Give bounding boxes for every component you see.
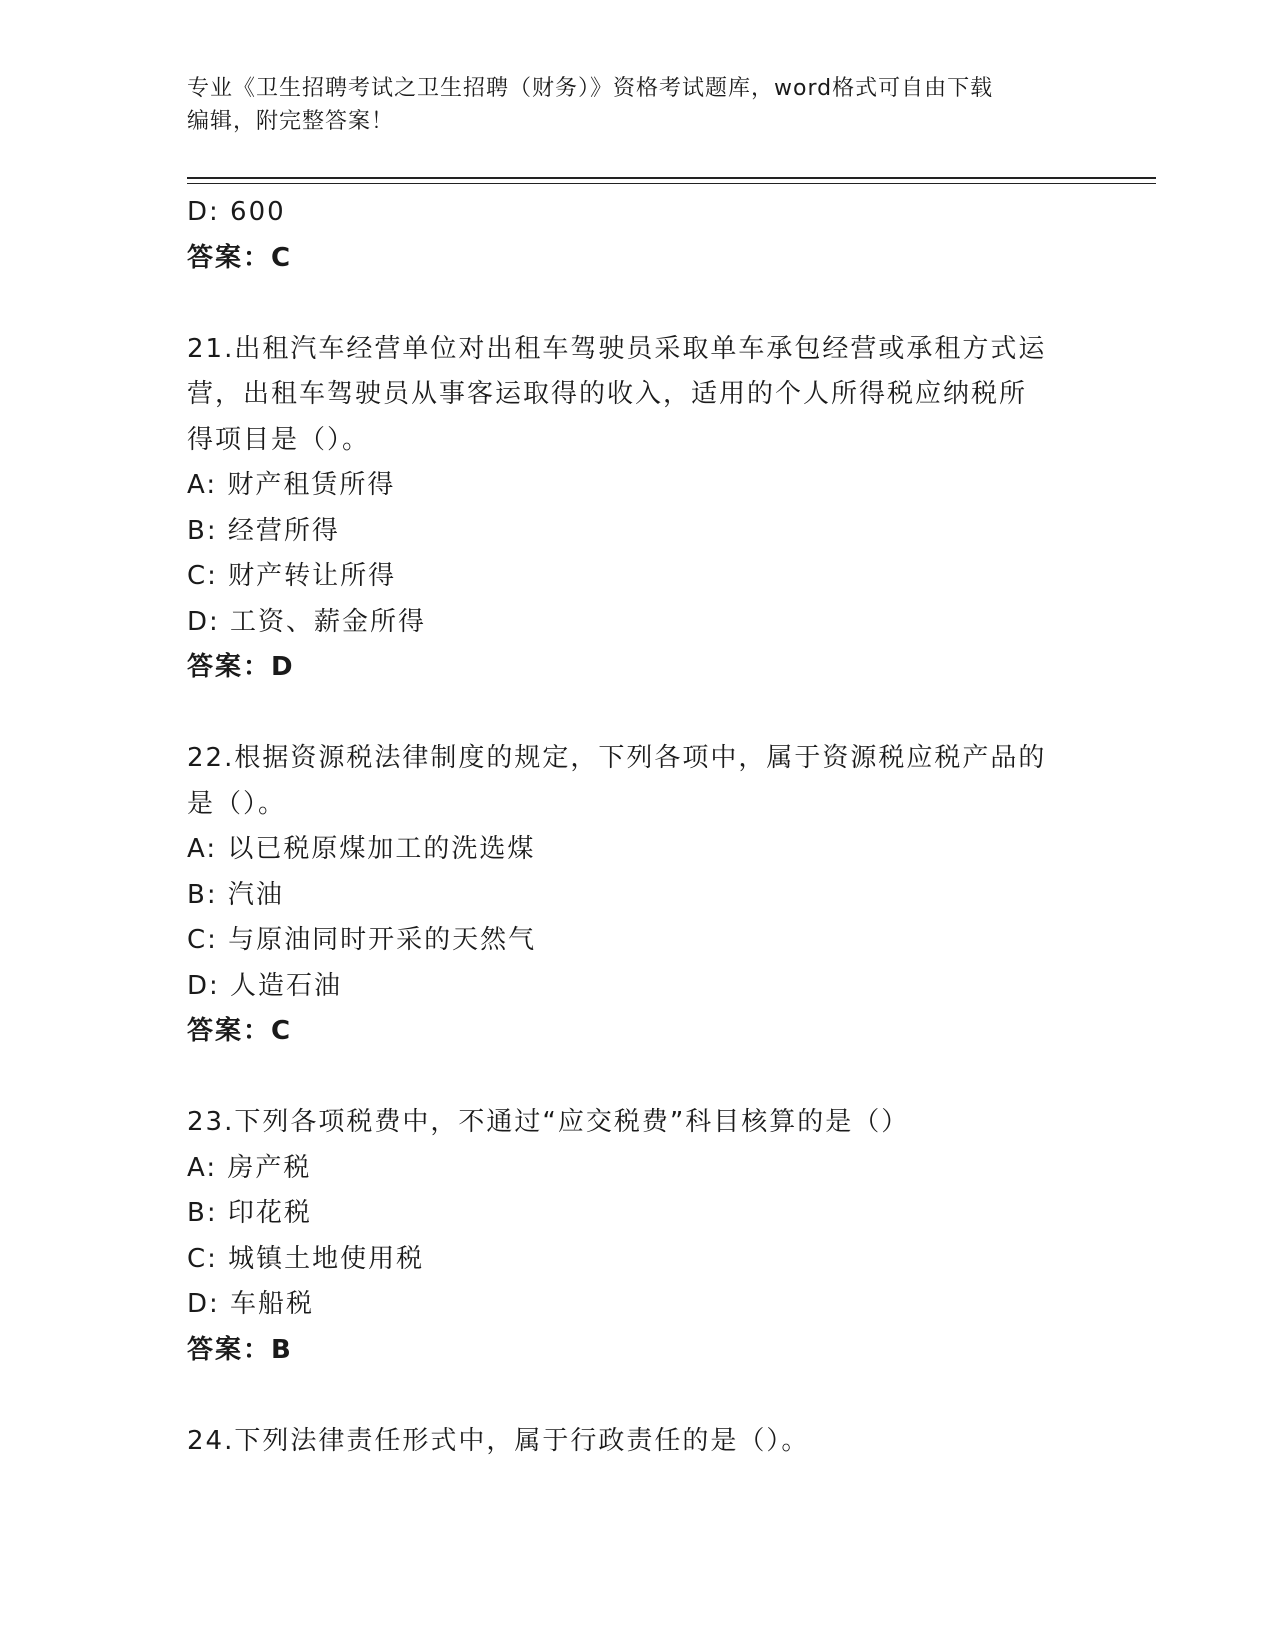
spacer (187, 1055, 1087, 1101)
option-d: D: 车船税 (187, 1289, 315, 1319)
option-b: B: 经营所得 (187, 515, 340, 546)
header-line-2: 编辑，附完整答案！ (187, 109, 395, 134)
question-stem-line: 23.下列各项税费中，不通过“应交税费”科目核算的是（） (187, 1107, 910, 1137)
option-a: A: 财产租赁所得 (187, 470, 396, 500)
spacer (187, 1373, 1087, 1419)
option-b: B: 印花税 (187, 1198, 312, 1228)
previous-question-tail (187, 190, 1087, 281)
answer-line: 答案：D (187, 652, 295, 682)
option-b: B: 汽油 (187, 879, 284, 910)
question-stem-line: 是（）。 (187, 788, 287, 819)
spacer (187, 691, 1087, 737)
option-c: C: 财产转让所得 (187, 561, 397, 591)
document-header (187, 72, 1087, 138)
header-line-1: 专业《卫生招聘考试之卫生招聘（财务）》资格考试题库，word格式可自由下载 (187, 76, 994, 101)
option-a: A: 房产税 (187, 1152, 312, 1183)
question-22 (187, 736, 1087, 1055)
option-d: D: 600 (187, 197, 286, 227)
question-stem-line: 21.出租汽车经营单位对出租车驾驶员采取单车承包经营或承租方式运 (187, 333, 1047, 364)
question-stem-line: 得项目是（）。 (187, 424, 371, 455)
question-list (187, 190, 1087, 1464)
option-c: C: 城镇土地使用税 (187, 1243, 425, 1274)
answer-line: 答案：B (187, 1334, 293, 1365)
option-c: C: 与原油同时开采的天然气 (187, 925, 537, 955)
question-stem-line: 22.根据资源税法律制度的规定，下列各项中，属于资源税应税产品的 (187, 743, 1047, 773)
option-a: A: 以已税原煤加工的洗选煤 (187, 834, 536, 864)
option-d: D: 人造石油 (187, 970, 343, 1001)
question-24 (187, 1419, 1087, 1465)
question-stem-line: 营，出租车驾驶员从事客运取得的收入，适用的个人所得税应纳税所 (187, 379, 1028, 409)
spacer (187, 281, 1087, 327)
answer-line: 答案：C (187, 242, 293, 273)
option-d: D: 工资、薪金所得 (187, 606, 427, 637)
question-stem-line: 24.下列法律责任形式中，属于行政责任的是（）。 (187, 1425, 810, 1456)
question-21 (187, 327, 1087, 691)
answer-line: 答案：C (187, 1016, 293, 1046)
header-rule-thin (187, 183, 1156, 184)
question-23 (187, 1100, 1087, 1373)
header-rule-thick (187, 177, 1156, 179)
